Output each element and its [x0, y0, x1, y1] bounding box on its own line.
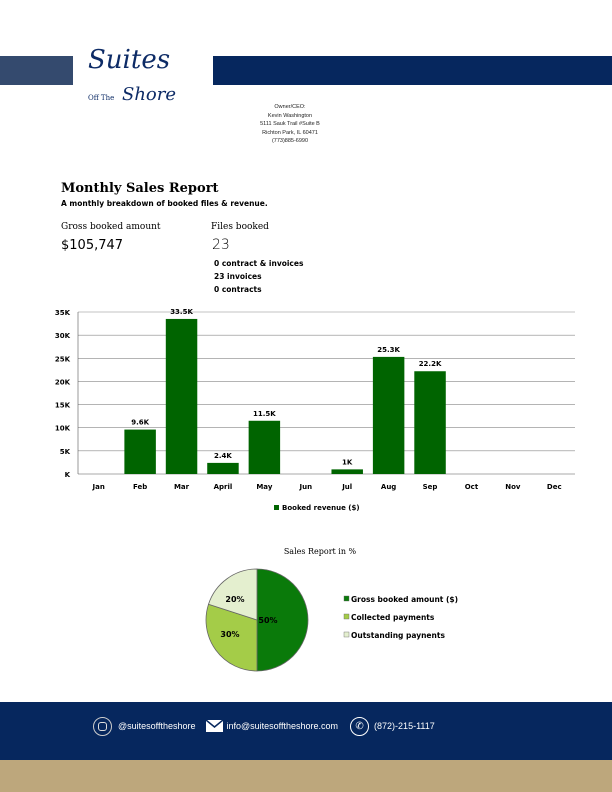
header-bar-left	[0, 56, 73, 85]
legend-swatch	[344, 596, 349, 601]
instagram-icon[interactable]	[93, 717, 112, 736]
svg-text:Suites: Suites	[88, 45, 171, 75]
phone-number[interactable]: (872)-215-1117	[374, 721, 435, 731]
contact-city: Richton Park, IL 60471	[262, 129, 318, 136]
x-tick-label: Dec	[546, 483, 562, 491]
legend-swatch	[344, 632, 349, 637]
bar	[331, 469, 362, 474]
y-tick-label: 20K	[54, 378, 70, 387]
pie-data-label: 20%	[225, 595, 245, 604]
data-label: 33.5K	[170, 307, 193, 316]
legend-label: Outstanding paynents	[351, 631, 445, 640]
header-bar-right	[213, 56, 612, 85]
files-breakdown	[214, 257, 303, 296]
data-label: 2.4K	[214, 451, 232, 460]
footer-contacts	[93, 716, 435, 736]
logo	[84, 42, 204, 106]
x-tick-label: Jan	[92, 483, 105, 491]
legend-label: Booked revenue ($)	[282, 504, 360, 512]
logo-image	[84, 42, 204, 106]
contact-address: 5111 Sauk Trail #Suite B	[260, 121, 320, 128]
instagram-handle[interactable]: @suitesofftheshore	[118, 721, 196, 731]
bar	[414, 371, 445, 474]
bar	[124, 430, 155, 474]
contact-phone: (773)885-6990	[271, 138, 309, 145]
footer-tan-bar	[0, 760, 612, 792]
bar-chart	[0, 300, 612, 520]
gross-value: $105,747	[61, 238, 124, 253]
report-subtitle: A monthly breakdown of booked files & revenue.	[61, 199, 268, 208]
svg-text:Off The: Off The	[88, 94, 115, 102]
x-tick-label: Sep	[422, 483, 438, 491]
bar	[249, 421, 280, 474]
y-tick-label: 15K	[54, 401, 70, 410]
contact-role: Owner/CEO:	[274, 104, 306, 110]
contact-block	[230, 103, 350, 146]
breakdown-item: 0 contracts	[214, 285, 262, 294]
legend-swatch	[344, 614, 349, 619]
legend-swatch	[274, 505, 279, 510]
pie-chart	[190, 538, 490, 678]
x-tick-label: Mar	[173, 483, 190, 491]
bar	[373, 357, 404, 474]
x-tick-label: Jun	[299, 483, 313, 491]
gross-label: Gross booked amount	[61, 222, 161, 232]
data-label: 25.3K	[377, 345, 400, 354]
breakdown-item: 23 invoices	[214, 272, 262, 281]
pie-data-label: 30%	[220, 630, 240, 639]
email-icon	[206, 720, 223, 732]
x-tick-label: Nov	[505, 483, 521, 491]
x-tick-label: May	[256, 483, 273, 491]
x-tick-label: Aug	[380, 483, 397, 491]
y-tick-label: 30K	[54, 332, 70, 341]
y-tick-label: 10K	[54, 424, 70, 433]
data-label: 22.2K	[418, 360, 442, 369]
y-tick-label: 35K	[54, 309, 70, 317]
x-tick-label: Jul	[342, 483, 353, 491]
data-label: 1K	[342, 458, 353, 467]
phone-icon: ✆	[350, 717, 369, 736]
data-label: 9.6K	[131, 418, 150, 427]
legend-label: Collected payments	[351, 613, 435, 622]
contact-name: Kevin Washington	[267, 112, 313, 119]
data-label: 11.5K	[253, 409, 276, 418]
x-tick-label: Feb	[132, 483, 148, 491]
breakdown-item: 0 contract & invoices	[214, 259, 304, 268]
legend-label: Gross booked amount ($)	[351, 595, 459, 604]
pie-data-label: 50%	[258, 616, 278, 625]
x-tick-label: Oct	[464, 483, 479, 491]
y-tick-label: 5K	[59, 447, 70, 456]
files-value: 23	[212, 237, 230, 253]
x-tick-label: April	[213, 483, 233, 491]
bar	[207, 463, 238, 474]
bar	[166, 319, 197, 474]
svg-text:Shore: Shore	[122, 84, 177, 105]
y-tick-label: K	[64, 471, 70, 479]
y-tick-label: 25K	[54, 355, 70, 364]
pie-title: Sales Report in %	[283, 547, 357, 556]
files-label: Files booked	[211, 222, 269, 232]
report-title: Monthly Sales Report	[61, 181, 219, 196]
email-link[interactable]: info@suitesofftheshore.com	[226, 721, 339, 731]
